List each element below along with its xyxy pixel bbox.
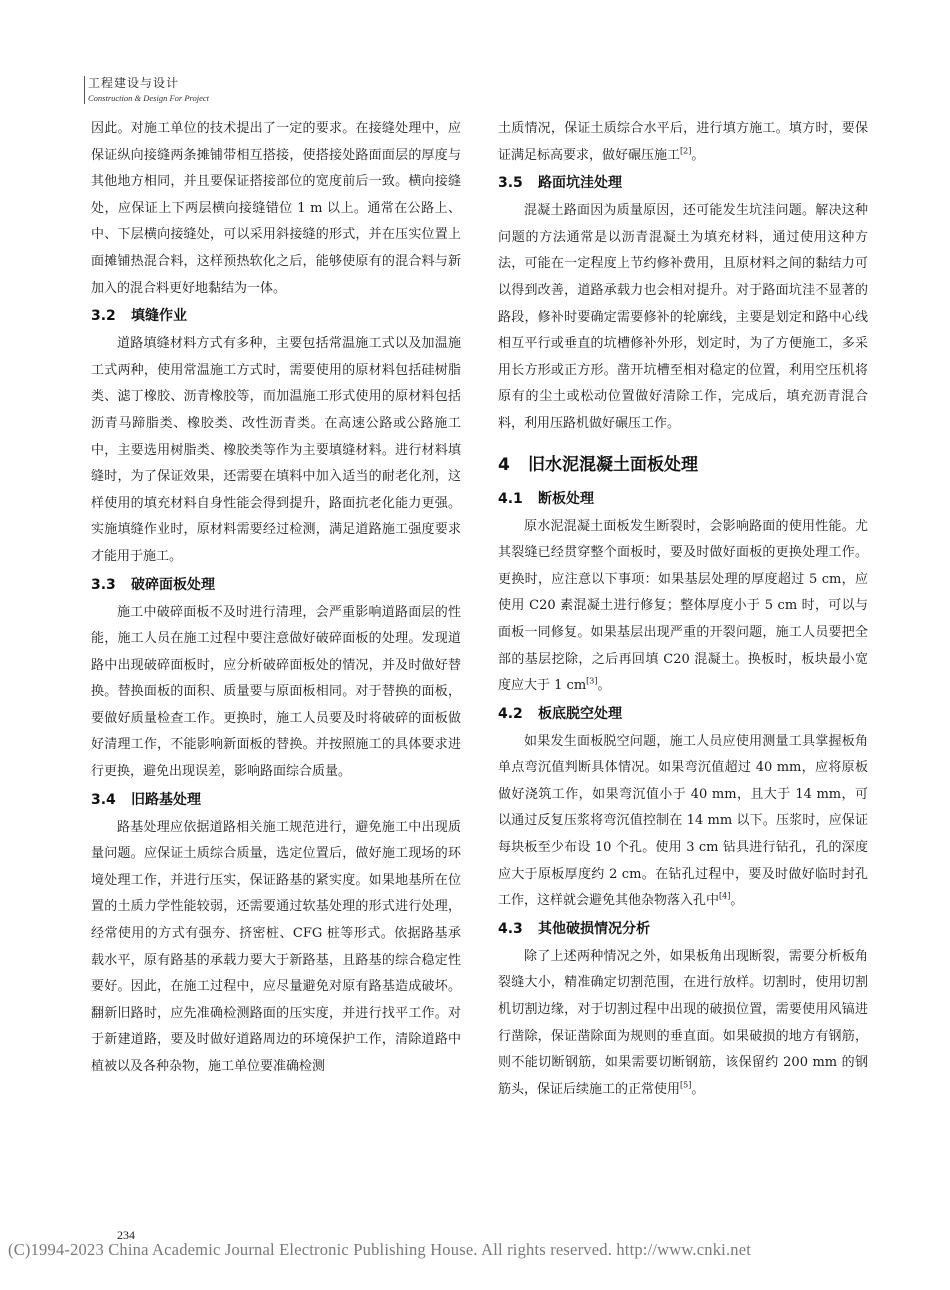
- paragraph: 如果发生面板脱空问题，施工人员应使用测量工具掌握板角单点弯沉值判断具体情况。如果弯沉值超过 40 mm，应将原板做好浇筑工作，如果弯沉值小于 40 mm，且大于 14 mm，可以通过反复压浆将弯沉值控制在 14 mm 以下。压浆时，应保证每块板至少布设 10 个孔。使用 3 cm 钻具进行钻孔，孔的深度应大于原板厚度约 2 cm。在钻孔过程中，要及时做好临时封孔工作，这样就会避免其他杂物落入孔中[4]。: [498, 733, 868, 909]
- section-heading-3-3: 3.3 破碎面板处理: [91, 576, 215, 593]
- section-heading-4-1: 4.1 断板处理: [498, 490, 594, 507]
- paragraph: 土质情况，保证土质综合水平后，进行填方施工。填方时，要保证满足标高要求，做好碾压施工[2]。: [498, 121, 868, 163]
- paragraph: 原水泥混凝土面板发生断裂时，会影响路面的使用性能。尤其裂缝已经贯穿整个面板时，要及时做好面板的更换处理工作。更换时，应注意以下事项：如果基层处理的厚度超过 5 cm，应使用 C20 素混凝土进行修复；整体厚度小于 5 cm 时，可以与面板一同修复。如果基层出现严重的开裂问题，施工人员要把全部的基层挖除，之后再回填 C20 混凝土。换板时，板块最小宽度应大于 1 cm[3]。: [498, 518, 868, 694]
- citation-ref[interactable]: [5]: [680, 1080, 692, 1090]
- paragraph: 施工中破碎面板不及时进行清理，会严重影响道路面层的性能，施工人员在施工过程中要注意做好破碎面板的处理。发现道路中出现破碎面板时，应分析破碎面板处的情况，并及时做好替换。替换面板的面积、质量要与原面板相同。对于替换的面板，要做好质量检查工作。更换时，施工人员要及时将破碎的面板做好清理工作，不能影响新面板的替换。并按照施工的具体要求进行更换，避免出现误差，影响路面综合质量。: [91, 604, 461, 780]
- section-heading-3-2: 3.2 填缝作业: [91, 308, 187, 325]
- copyright-footer: (C)1994-2023 China Academic Journal Electronic Publishing House. All rights reserved. http://www.cnki.net: [8, 1240, 752, 1259]
- section-heading-3-5: 3.5 路面坑洼处理: [498, 175, 622, 192]
- citation-ref[interactable]: [2]: [680, 146, 692, 156]
- paragraph: 混凝土路面因为质量原因，还可能发生坑洼问题。解决这种问题的方法通常是以沥青混凝土为填充材料，通过使用这种方法，可能在一定程度上节约修补费用，且原材料之间的黏结力可以得到改善，道路承载力也会相对提升。对于路面坑洼不显著的路段，修补时要确定需要修补的轮廓线，主要是划定和路中心线相互平行或垂直的坑槽修补外形，划定时，为了方便施工，多采用长方形或正方形。凿开坑槽至相对稳定的位置，利用空压机将原有的尘土或松动位置做好清除工作，完成后，填充沥青混合料，利用压路机做好碾压工作。: [498, 203, 868, 431]
- citation-ref[interactable]: [4]: [719, 891, 731, 901]
- section-heading-4-3: 4.3 其他破损情况分析: [498, 920, 650, 937]
- left-column: [91, 116, 461, 1081]
- page-number: 234: [117, 1228, 135, 1242]
- paragraph: 道路填缝材料方式有多种，主要包括常温施工式以及加温施工式两种，使用常温施工方式时，需要使用的原材料包括硅树脂类、滤丁橡胶、沥青橡胶等，而加温施工形式使用的原材料包括沥青马蹄脂类、橡胶类、改性沥青类。在高速公路或公路施工中，主要选用树脂类、橡胶类等作为主要填缝材料。进行材料填缝时，为了保证效果，还需要在填料中加入适当的耐老化剂，这样使用的填充材料自身性能会得到提升，路面抗老化能力更强。实施填缝作业时，原材料需要经过检测，满足道路施工强度要求才能用于施工。: [91, 336, 461, 564]
- right-column: [498, 116, 868, 1103]
- paragraph: 路基处理应依据道路相关施工规范进行，避免施工中出现质量问题。应保证土质综合质量，选定位置后，做好施工现场的环境处理工作，并进行压实，保证路基的紧实度。如果地基所在位置的土质力学性能较弱，还需要通过软基处理的形式进行处理，经常使用的方式有强夯、挤密桩、CFG 桩等形式。依据路基承载水平，原有路基的承载力要大于新路基，且路基的综合稳定性要好。因此，在施工过程中，应尽量避免对原有路基造成破坏。翻新旧路时，应先准确检测路面的压实度，并进行找平工作。对于新建道路，要及时做好道路周边的环境保护工作，清除道路中植被以及各种杂物，施工单位要准确检测: [91, 819, 461, 1074]
- citation-ref[interactable]: [3]: [586, 676, 598, 686]
- paragraph: 除了上述两种情况之外，如果板角出现断裂，需要分析板角裂缝大小，精准确定切割范围，在进行放样。切割时，使用切割机切割边缘，对于切割过程中出现的破损位置，需要使用风镐进行凿除，保证凿除面为规则的垂直面。如果破损的地方有钢筋，则不能切断钢筋，如果需要切断钢筋，该保留约 200 mm 的钢筋头，保证后续施工的正常使用[5]。: [498, 948, 868, 1097]
- header-rule: [84, 76, 85, 104]
- section-heading-3-4: 3.4 旧路基处理: [91, 791, 201, 808]
- paragraph: 因此。对施工单位的技术提出了一定的要求。在接缝处理中，应保证纵向接缝两条摊铺带相互搭接，使搭接处路面面层的厚度与其他地方相同，并且要保证搭接部位的宽度前后一致。横向接缝处，应保证上下两层横向接缝错位 1 m 以上。通常在公路上、中、下层横向接缝处，可以采用斜接缝的形式，并在压实位置上面摊铺热混合料，这样预热软化之后，能够使原有的混合料与新加入的混合料更好地黏结为一体。: [91, 121, 461, 296]
- journal-title-cn: 工程建设与设计: [88, 76, 180, 90]
- journal-header: [88, 74, 209, 103]
- chapter-heading-4: 4 旧水泥混凝土面板处理: [498, 454, 698, 475]
- journal-title-en: Construction & Design For Project: [88, 93, 210, 103]
- section-heading-4-2: 4.2 板底脱空处理: [498, 705, 622, 722]
